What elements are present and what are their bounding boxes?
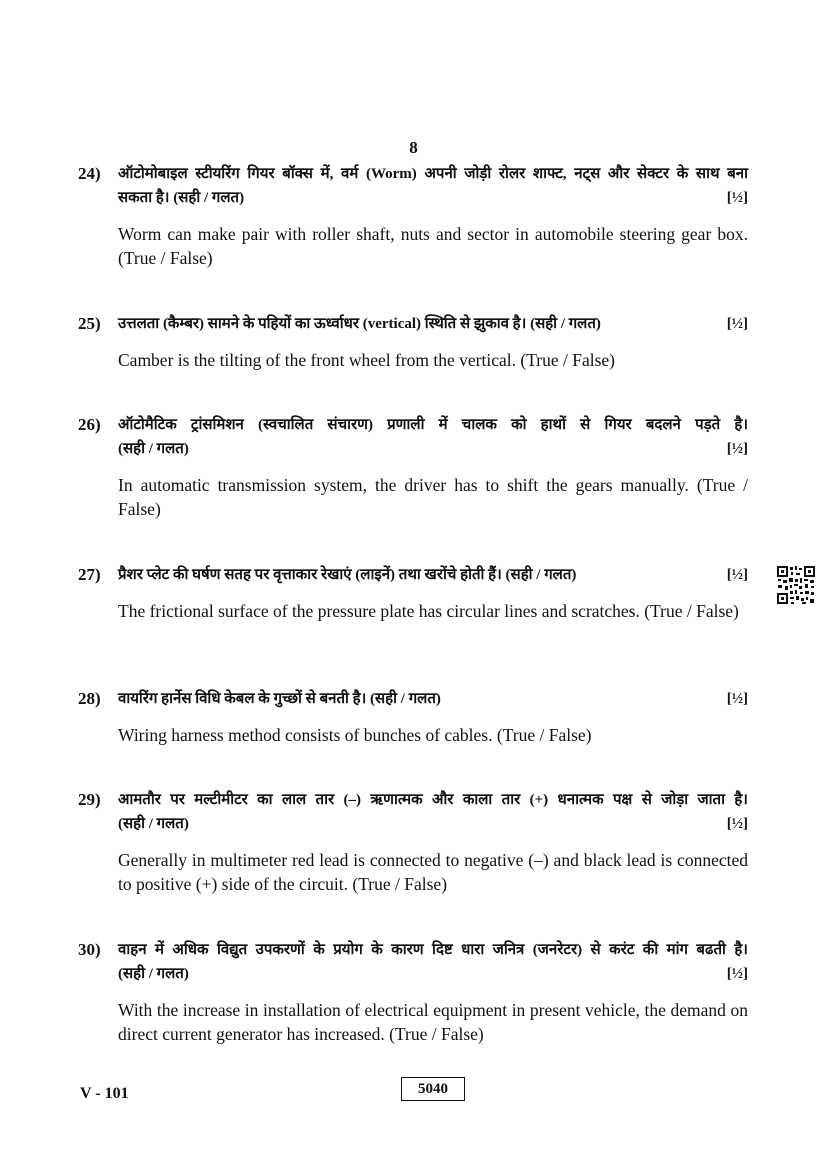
question-29 — [78, 788, 748, 896]
question-hindi: सकता है। (सही / गलत) — [118, 190, 245, 206]
question-english: Generally in multimeter red lead is connected to negative (–) and black lead is connected to positive (+) side of the circuit. (True / False) — [118, 850, 748, 894]
marks-label: [½] — [726, 567, 748, 583]
question-hindi: (सही / गलत) — [118, 441, 189, 457]
marks-label: [½] — [726, 691, 748, 707]
question-30 — [78, 938, 748, 1046]
question-26 — [78, 413, 748, 521]
question-hindi: प्रैशर प्लेट की घर्षण सतह पर वृत्ताकार रेखाएं (लाइनें) तथा खरोंचे होती हैं। (सही / गलत) — [118, 567, 577, 583]
question-hindi: आमतौर पर मल्टीमीटर का लाल तार (–) ऋणात्मक और काला तार (+) धनात्मक पक्ष से जोड़ा जाता है। — [118, 792, 748, 808]
question-english: In automatic transmission system, the driver has to shift the gears manually. (True / False) — [118, 475, 748, 519]
marks-label: [½] — [726, 190, 748, 206]
question-english: Camber is the tilting of the front wheel from the vertical. (True / False) — [118, 350, 616, 370]
page-code-box: 5040 — [401, 1077, 465, 1101]
question-english: The frictional surface of the pressure plate has circular lines and scratches. (True / False) — [118, 601, 739, 621]
marks-label: [½] — [726, 966, 748, 982]
question-number: 26) — [78, 415, 101, 434]
marks-label: [½] — [726, 441, 748, 457]
question-english: Worm can make pair with roller shaft, nuts and sector in automobile steering gear box. (True / False) — [118, 224, 748, 268]
question-25 — [78, 312, 748, 372]
qr-code-icon — [776, 565, 816, 605]
question-english: Wiring harness method consists of bunches of cables. (True / False) — [118, 725, 592, 745]
paper-code: V - 101 — [80, 1085, 129, 1102]
question-27 — [78, 563, 748, 623]
question-number: 28) — [78, 689, 101, 708]
question-hindi: ऑटोमैटिक ट्रांसमिशन (स्वचालित संचारण) प्रणाली में चालक को हाथों से गियर बदलने पड़ते है। — [118, 417, 748, 433]
question-hindi: वाहन में अधिक विद्युत उपकरणों के प्रयोग के कारण दिष्ट धारा जनित्र (जनरेटर) से करंट की मांग बढती है। — [118, 942, 748, 958]
page-number: 8 — [409, 138, 418, 157]
marks-label: [½] — [726, 316, 748, 332]
question-hindi: वायरिंग हार्नेस विधि केबल के गुच्छों से बनती है। (सही / गलत) — [118, 691, 441, 707]
question-hindi: (सही / गलत) — [118, 966, 189, 982]
question-number: 30) — [78, 940, 101, 959]
question-hindi: उत्तलता (कैम्बर) सामने के पहियों का ऊर्ध्वाधर (vertical) स्थिति से झुकाव है। (सही / गलत) — [118, 316, 601, 332]
marks-label: [½] — [726, 816, 748, 832]
question-english: With the increase in installation of electrical equipment in present vehicle, the demand on direct current generator has increased. (True / False) — [118, 1000, 748, 1044]
question-number: 25) — [78, 314, 101, 333]
question-number: 29) — [78, 790, 101, 809]
question-number: 27) — [78, 565, 101, 584]
question-hindi: ऑटोमोबाइल स्टीयरिंग गियर बॉक्स में, वर्म (Worm) अपनी जोड़ी रोलर शाफ्ट, नट्स और सेक्टर के साथ बना — [118, 166, 748, 182]
question-28 — [78, 687, 748, 747]
question-hindi: (सही / गलत) — [118, 816, 189, 832]
question-24 — [78, 162, 748, 270]
question-number: 24) — [78, 164, 101, 183]
